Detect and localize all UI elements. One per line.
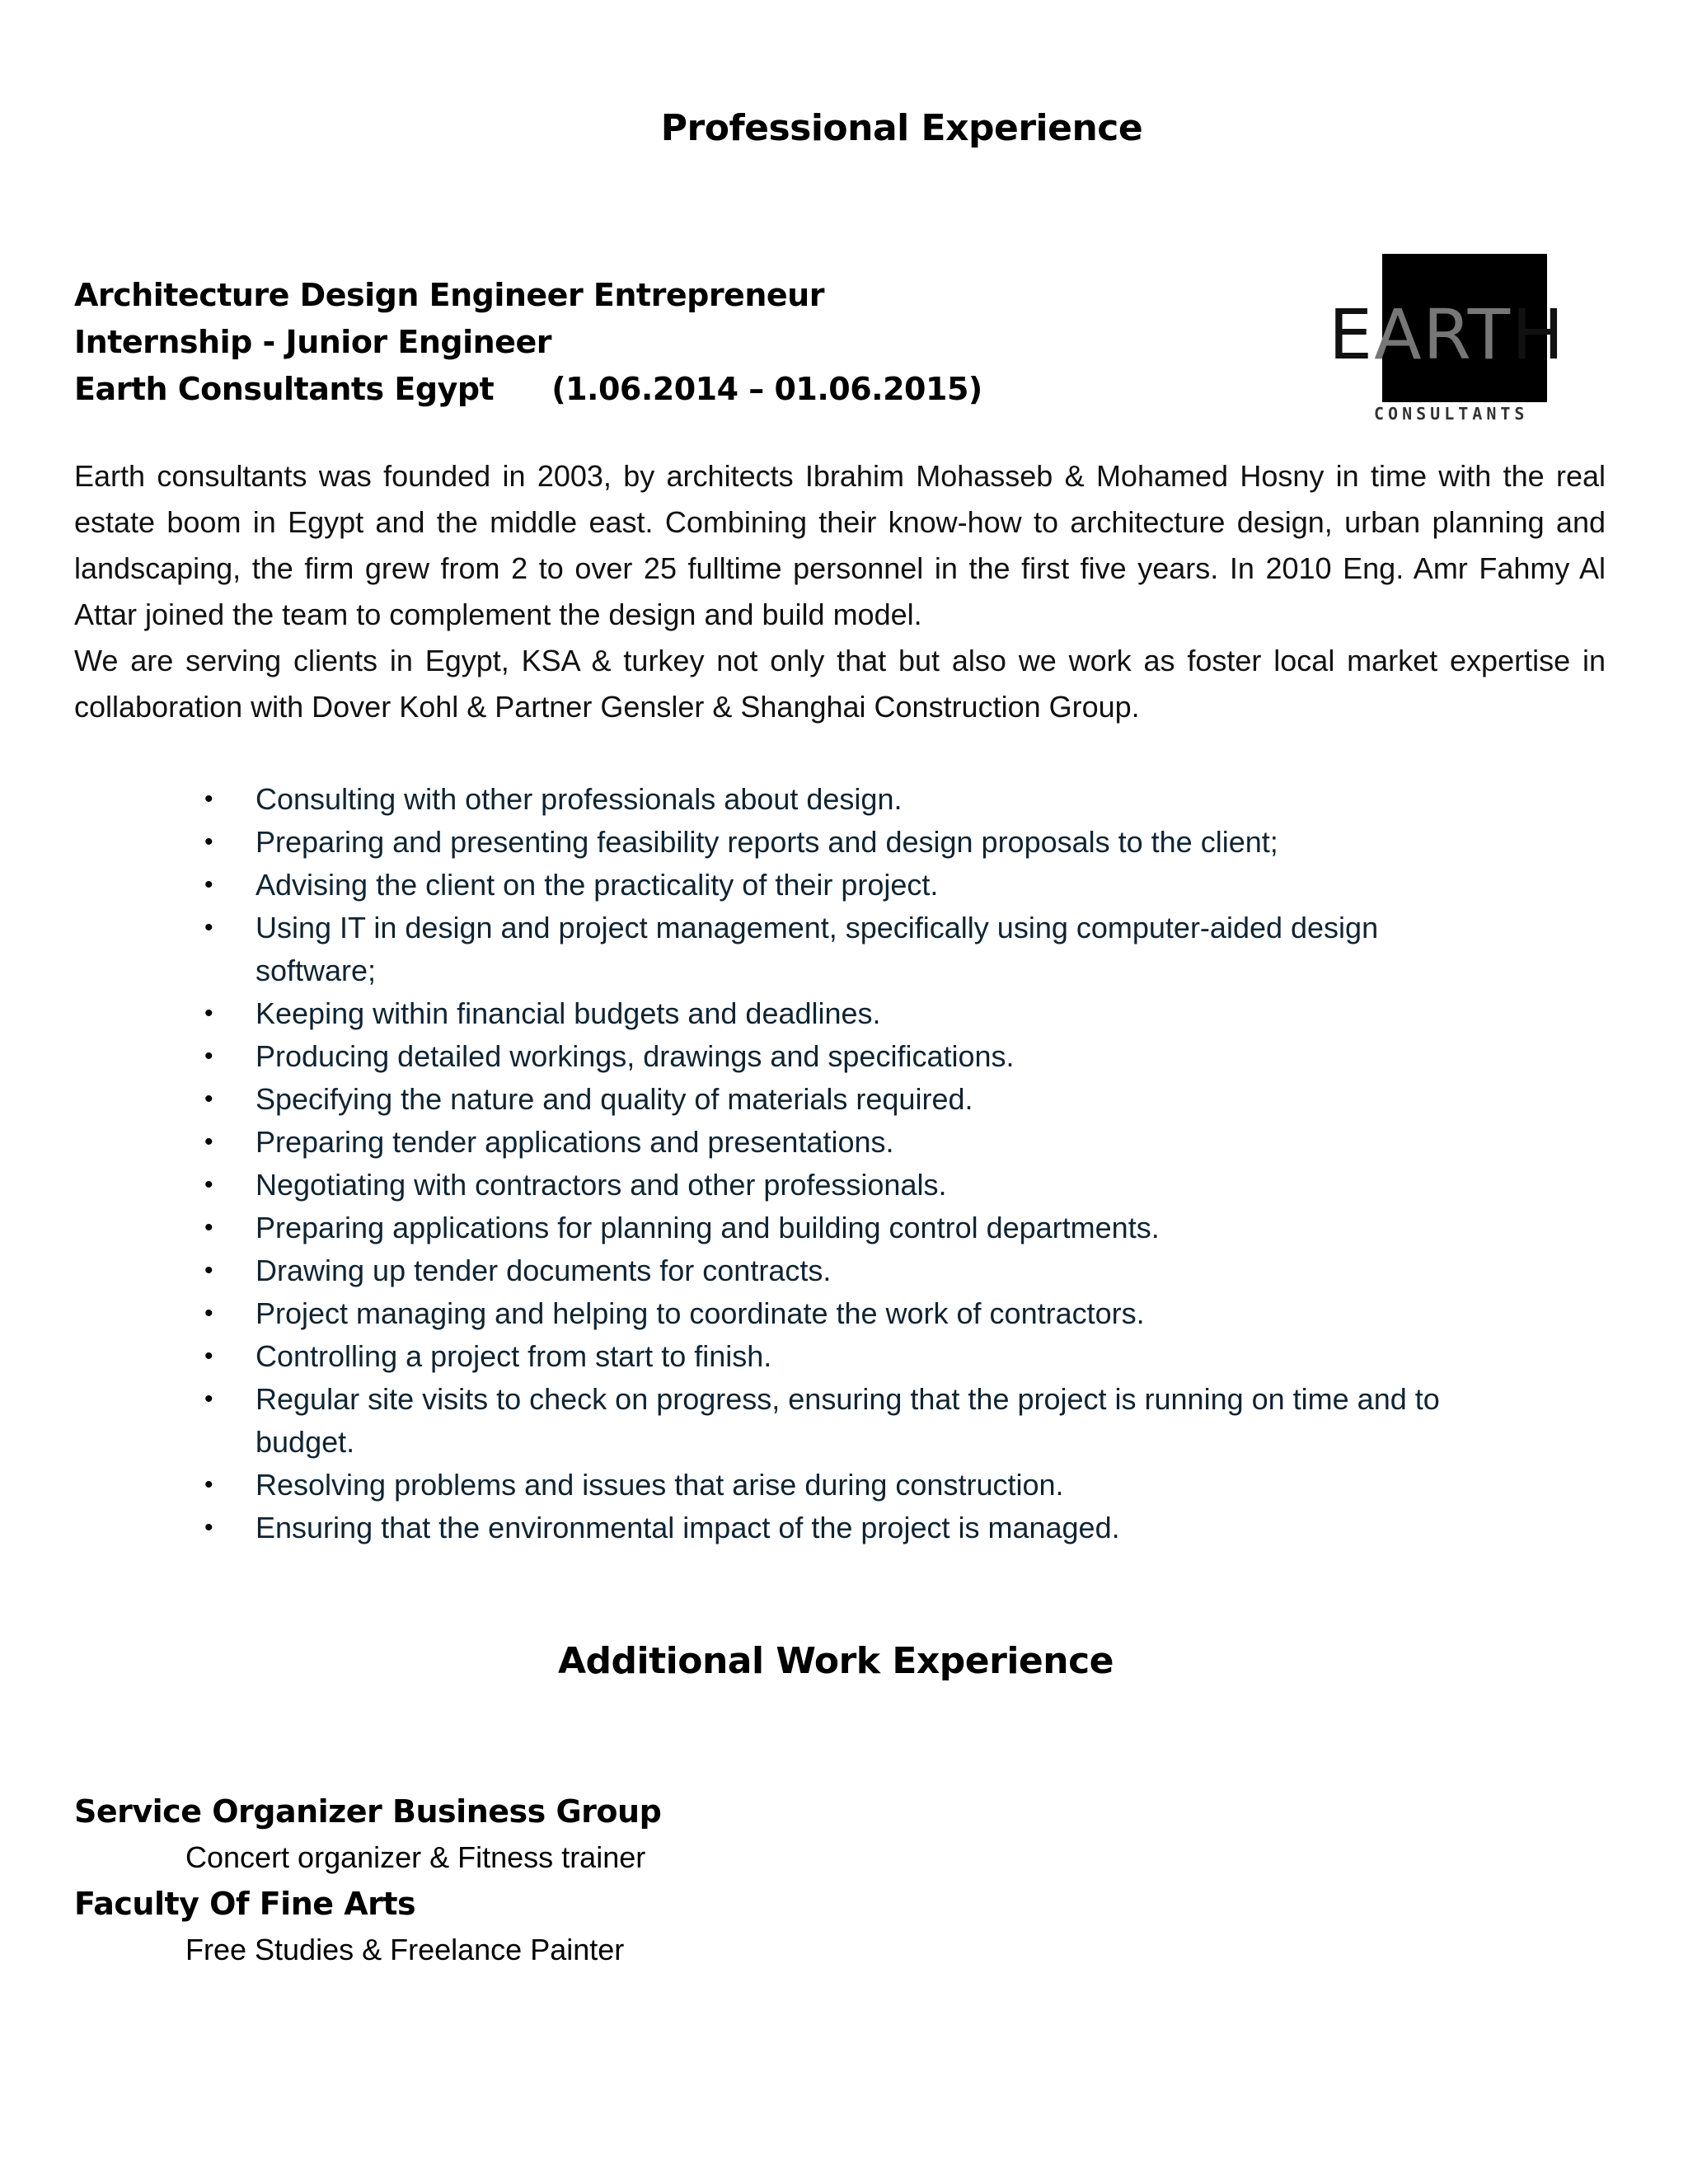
bullet-icon: • bbox=[204, 1343, 213, 1370]
duty-list-item bbox=[198, 778, 1484, 821]
duty-list-item bbox=[198, 1121, 1484, 1164]
bullet-icon: • bbox=[204, 871, 213, 898]
job-level: Internship - Junior Engineer bbox=[74, 324, 551, 360]
job-title: Architecture Design Engineer Entrepreneur bbox=[74, 277, 824, 313]
duty-text: Controlling a project from start to finish. bbox=[256, 1339, 772, 1373]
bullet-icon: • bbox=[204, 1214, 213, 1241]
duty-text: Negotiating with contractors and other professionals. bbox=[256, 1168, 947, 1202]
bullet-icon: • bbox=[204, 1471, 213, 1498]
duty-list-item bbox=[198, 1078, 1484, 1121]
bullet-icon: • bbox=[204, 1085, 213, 1113]
logo-subtitle: CONSULTANTS bbox=[1374, 404, 1529, 424]
duty-text: Preparing tender applications and presentations. bbox=[256, 1125, 894, 1159]
additional-role: Free Studies & Freelance Painter bbox=[185, 1933, 625, 1966]
job-company: Earth Consultants Egypt bbox=[74, 371, 495, 407]
section-heading-additional: Additional Work Experience bbox=[557, 1640, 1114, 1682]
duties-list bbox=[198, 778, 1484, 1549]
duty-list-item bbox=[198, 1507, 1484, 1549]
duty-text: Using IT in design and project management, specifically using computer-aided design software; bbox=[256, 911, 1379, 987]
duty-list-item bbox=[198, 821, 1484, 864]
duty-text: Regular site visits to check on progress, ensuring that the project is running on time and to budget. bbox=[256, 1382, 1440, 1459]
additional-experience-list bbox=[74, 1788, 1558, 1973]
duty-list-item bbox=[198, 864, 1484, 907]
bullet-icon: • bbox=[204, 1514, 213, 1541]
additional-role: Concert organizer & Fitness trainer bbox=[185, 1840, 646, 1874]
company-description bbox=[74, 453, 1606, 730]
duty-text: Consulting with other professionals about design. bbox=[256, 782, 903, 816]
bullet-icon: • bbox=[204, 1171, 213, 1198]
bullet-icon: • bbox=[204, 1000, 213, 1027]
bullet-icon: • bbox=[204, 1385, 213, 1413]
job-company-line bbox=[74, 366, 982, 413]
bullet-icon: • bbox=[204, 1043, 213, 1070]
duty-text: Ensuring that the environmental impact of the project is managed. bbox=[256, 1511, 1120, 1544]
bullet-icon: • bbox=[204, 785, 213, 813]
job-header bbox=[74, 272, 982, 413]
section-heading-professional: Professional Experience bbox=[660, 107, 1143, 149]
logo-wordmark: EARTH bbox=[1329, 294, 1566, 375]
duty-list-item bbox=[198, 1249, 1484, 1292]
duty-list-item bbox=[198, 907, 1484, 992]
duty-text: Resolving problems and issues that arise during construction. bbox=[256, 1468, 1064, 1502]
duty-text: Preparing and presenting feasibility reports and design proposals to the client; bbox=[256, 825, 1278, 859]
bullet-icon: • bbox=[204, 1257, 213, 1284]
additional-org: Service Organizer Business Group bbox=[74, 1793, 662, 1830]
duty-list-item bbox=[198, 1378, 1484, 1464]
bullet-icon: • bbox=[204, 1128, 213, 1155]
duty-text: Project managing and helping to coordinate the work of contractors. bbox=[256, 1296, 1145, 1330]
duty-text: Producing detailed workings, drawings and specifications. bbox=[256, 1039, 1015, 1073]
duty-text: Advising the client on the practicality of their project. bbox=[256, 868, 939, 902]
duty-list-item bbox=[198, 1335, 1484, 1378]
bullet-icon: • bbox=[204, 828, 213, 855]
description-paragraph: Earth consultants was founded in 2003, by architects Ibrahim Mohasseb & Mohamed Hosny in time with the real estate boom in Egypt and the middle east. Combining their know-how to architecture design, urban planning and landscaping, the firm grew from 2 to over 25 fulltime personnel in the first five years. In 2010 Eng. Amr Fahmy Al Attar joined the team to complement the design and build model. bbox=[74, 459, 1606, 631]
duty-list-item bbox=[198, 992, 1484, 1035]
duty-list-item bbox=[198, 1207, 1484, 1249]
duty-text: Drawing up tender documents for contracts. bbox=[256, 1254, 832, 1287]
bullet-icon: • bbox=[204, 1300, 213, 1327]
job-dates: (1.06.2014 – 01.06.2015) bbox=[551, 371, 982, 407]
duty-text: Keeping within financial budgets and deadlines. bbox=[256, 996, 881, 1030]
duty-text: Specifying the nature and quality of materials required. bbox=[256, 1082, 973, 1116]
duty-list-item bbox=[198, 1464, 1484, 1507]
earth-consultants-logo bbox=[1329, 254, 1617, 423]
duty-list-item bbox=[198, 1164, 1484, 1207]
duty-list-item bbox=[198, 1292, 1484, 1335]
additional-org: Faculty Of Fine Arts bbox=[74, 1886, 416, 1922]
bullet-icon: • bbox=[204, 914, 213, 941]
duty-list-item bbox=[198, 1035, 1484, 1078]
description-paragraph: We are serving clients in Egypt, KSA & turkey not only that but also we work as foster local market expertise in collaboration with Dover Kohl & Partner Gensler & Shanghai Construction Group. bbox=[74, 644, 1606, 724]
duty-text: Preparing applications for planning and building control departments. bbox=[256, 1211, 1160, 1244]
